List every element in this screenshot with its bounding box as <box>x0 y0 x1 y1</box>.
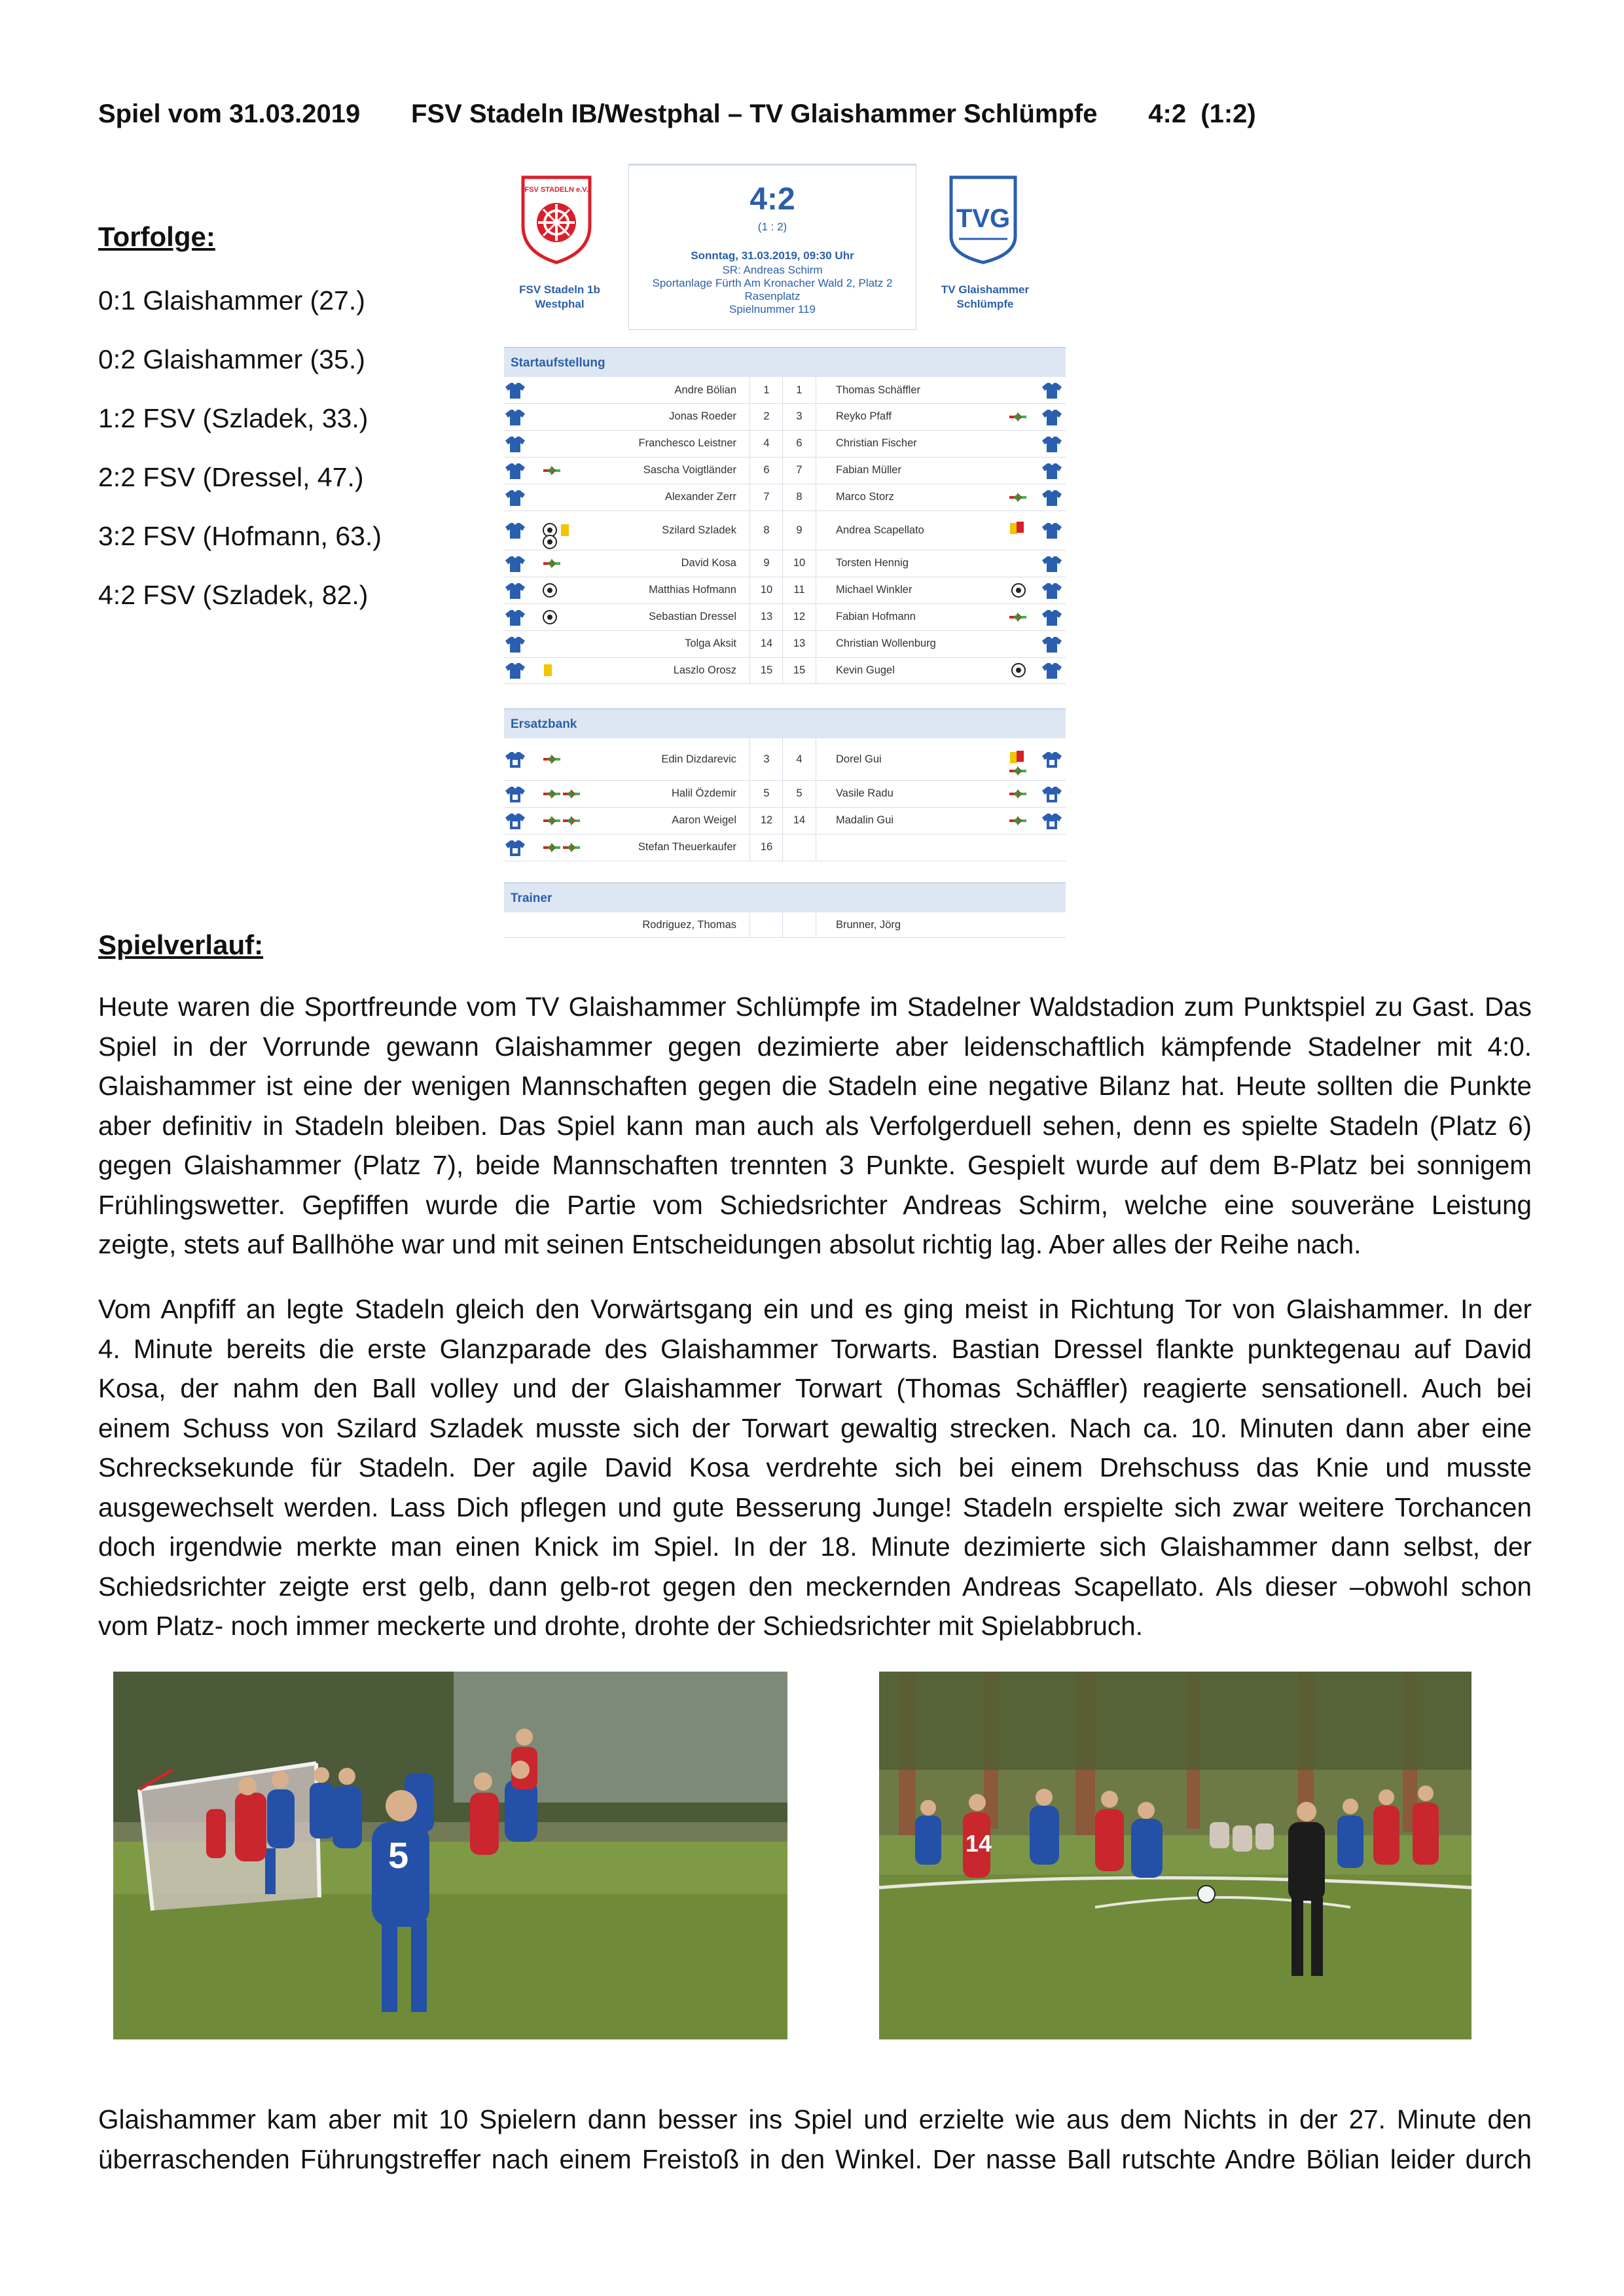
yellow-red-card-icon <box>1009 521 1025 535</box>
tv-glaishammer-crest-icon <box>946 173 1020 265</box>
match-photo-midfield <box>879 1672 1471 2039</box>
away-shirt-number: 6 <box>782 430 816 457</box>
away-player-name: Torsten Hennig <box>836 557 909 569</box>
paragraph-line: vom Platz- noch immer meckerte und drohte, drohte der Schiedsrichter mit Spielabbruch. <box>98 1611 1143 1641</box>
shirt-icon <box>1042 662 1062 679</box>
halftime-score: (1 : 2) <box>757 221 787 233</box>
away-player-name: Christian Fischer <box>836 437 917 449</box>
substitute-shirt-icon <box>1042 812 1062 829</box>
table-row <box>504 738 1066 781</box>
table-row <box>504 780 1066 808</box>
home-shirt-number: 7 <box>749 484 783 511</box>
substitution-icon <box>542 753 562 766</box>
shirt-icon <box>1042 582 1062 599</box>
shirt-icon <box>505 636 525 653</box>
away-player-name: Kevin Gugel <box>836 664 895 676</box>
shirt-icon <box>1042 636 1062 653</box>
shirt-icon <box>1042 555 1062 572</box>
away-shirt-number: 1 <box>782 377 816 403</box>
table-row <box>504 457 1066 484</box>
away-shirt-number: 3 <box>782 403 816 430</box>
yellow-red-card-icon <box>1009 750 1025 764</box>
substitute-shirt-icon <box>505 785 525 802</box>
table-row <box>504 834 1066 861</box>
away-shirt-number: 4 <box>782 738 816 780</box>
table-row <box>504 630 1066 658</box>
home-player-name: Matthias Hofmann <box>649 584 736 596</box>
away-player-name: Marco Storz <box>836 491 894 503</box>
match-date: Sonntag, 31.03.2019, 09:30 Uhr <box>691 249 854 262</box>
table-row <box>504 377 1066 404</box>
paragraph-line: Glaishammer ist eine der wenigen Mannschaften gegen die Stadeln eine negative Bilanz hat. Heute sollten die Punkte <box>98 1071 1532 1101</box>
paragraph-line: Vom Anpfiff an legte Stadeln gleich den Vorwärtsgang ein und es ging meist in Richtung Tor von Glaishammer. In der <box>98 1294 1532 1324</box>
shirt-icon <box>505 582 525 599</box>
substitution-icon <box>1008 764 1028 778</box>
substitute-shirt-icon <box>505 751 525 768</box>
substitution-icon <box>562 841 581 854</box>
home-player-name: Franchesco Leistner <box>638 437 736 449</box>
home-player-name: Jonas Roeder <box>669 410 736 422</box>
table-row <box>504 603 1066 631</box>
home-player-name: Stefan Theuerkaufer <box>638 841 736 853</box>
away-player-name: Christian Wollenburg <box>836 637 936 649</box>
away-shirt-number: 8 <box>782 484 816 511</box>
shirt-icon <box>505 435 525 452</box>
home-shirt-number: 5 <box>749 780 783 807</box>
svg-text:5: 5 <box>388 1835 409 1876</box>
goal-entry: 3:2 FSV (Hofmann, 63.) <box>98 521 382 551</box>
shirt-icon <box>505 609 525 626</box>
home-player-name: Edin Dizdarevic <box>661 753 736 765</box>
paragraph-line: 4. Minute bereits die erste Glanzparade des Glaishammer Torwarts. Bastian Dressel flankte punktegenau auf David <box>98 1333 1532 1364</box>
home-shirt-number: 3 <box>749 738 783 780</box>
substitution-icon <box>1008 410 1028 423</box>
away-shirt-number: 12 <box>782 603 816 630</box>
home-trainer: Rodriguez, Thomas <box>642 919 736 931</box>
table-row <box>504 577 1066 604</box>
paragraph-line: ausgewechselt werden. Lass Dich pflegen und gute Besserung Junge! Stadeln erspielte sich zwar weitere Torchancen <box>98 1492 1532 1522</box>
table-row <box>504 807 1066 834</box>
home-team-name: FSV Stadeln 1b Westphal <box>519 283 600 310</box>
page-title: Spiel vom 31.03.2019 FSV Stadeln IB/Westphal – TV Glaishammer Schlümpfe 4:2 (1:2) <box>98 99 1256 128</box>
venue: Sportanlage Fürth Am Kronacher Wald 2, Platz 2 <box>652 277 893 289</box>
paragraph-line: Schiedsrichter zeigte erst gelb, dann gelb-rot gegen den meckernden Andreas Scapellato. Als dieser –obwohl schon <box>98 1571 1532 1602</box>
table-row <box>504 484 1066 511</box>
shirt-icon <box>505 555 525 572</box>
paragraph-line: Heute waren die Sportfreunde vom TV Glaishammer Schlümpfe im Stadelner Waldstadion zum Punktspiel zu Gast. Das <box>98 992 1532 1022</box>
shirt-icon <box>505 489 525 506</box>
substitute-shirt-icon <box>1042 785 1062 802</box>
home-player-name: Aaron Weigel <box>672 814 736 826</box>
table-row <box>504 550 1066 577</box>
home-shirt-number: 10 <box>749 577 783 603</box>
substitution-icon <box>542 464 562 477</box>
lineup-header: Startaufstellung <box>504 347 1066 377</box>
goal-ball-icon <box>542 534 558 550</box>
shirt-icon <box>505 382 525 399</box>
bench-header: Ersatzbank <box>504 708 1066 738</box>
surface: Rasenplatz <box>744 290 801 302</box>
away-shirt-number: 14 <box>782 807 816 834</box>
trainer-header: Trainer <box>504 882 1066 912</box>
goal-ball-icon <box>542 609 558 625</box>
away-shirt-number: 7 <box>782 457 816 484</box>
paragraph-line: Frühlingswetter. Gepfiffen wurde die Partie vom Schiedsrichter Andreas Schirm, welche eine souveräne Leistung <box>98 1189 1532 1220</box>
yellow-card-icon <box>560 524 569 537</box>
away-shirt-number: 5 <box>782 780 816 807</box>
substitute-shirt-icon <box>1042 751 1062 768</box>
substitution-icon <box>542 841 562 854</box>
paragraph-line: Kosa, der nahm den Ball volley und der Glaishammer Torwart (Thomas Schäffler) reagierte sensationell. Auch bei <box>98 1373 1532 1403</box>
goal-entry: 1:2 FSV (Szladek, 33.) <box>98 403 369 433</box>
shirt-icon <box>1042 522 1062 539</box>
paragraph-line: Spiel in der Vorrunde gewann Glaishammer gegen dezimierte aber leidenschaftlich kämpfende Stadelner mit 4:0. <box>98 1031 1532 1062</box>
away-shirt-number: 10 <box>782 550 816 577</box>
away-shirt-number: 11 <box>782 577 816 603</box>
shirt-icon <box>505 462 525 479</box>
home-player-name: Halil Özdemir <box>671 787 736 799</box>
goal-ball-icon <box>1011 662 1026 678</box>
paragraph-line: zeigte, stets auf Ballhöhe war und mit seinen Entscheidungen absolut richtig lag. Aber alles der Reihe nach. <box>98 1229 1362 1259</box>
shirt-icon <box>1042 382 1062 399</box>
paragraph-1 <box>98 987 1532 1265</box>
goal-entry: 0:2 Glaishammer (35.) <box>98 344 365 374</box>
home-player-name: Szilard Szladek <box>662 524 736 536</box>
home-player-name: Sebastian Dressel <box>649 611 736 622</box>
goal-entry: 0:1 Glaishammer (27.) <box>98 285 365 315</box>
home-player-name: Sascha Voigtländer <box>643 464 736 476</box>
substitute-shirt-icon <box>505 812 525 829</box>
away-player-name: Vasile Radu <box>836 787 893 799</box>
away-shirt-number: 9 <box>782 511 816 550</box>
shirt-icon <box>1042 408 1062 425</box>
home-shirt-number: 8 <box>749 511 783 550</box>
substitution-icon <box>1008 491 1028 504</box>
home-shirt-number: 2 <box>749 403 783 430</box>
match-photo-goalmouth <box>113 1672 787 2039</box>
away-player-name: Andrea Scapellato <box>836 524 924 536</box>
referee: SR: Andreas Schirm <box>722 264 823 276</box>
substitution-icon <box>1008 814 1028 827</box>
away-player-name: Michael Winkler <box>836 584 912 596</box>
paragraph-2 <box>98 1289 1532 1646</box>
goal-entry: 2:2 FSV (Dressel, 47.) <box>98 462 364 492</box>
away-shirt-number <box>782 834 816 861</box>
home-shirt-number: 1 <box>749 377 783 403</box>
shirt-icon <box>1042 609 1062 626</box>
substitute-shirt-icon <box>505 839 525 856</box>
paragraph-3 <box>98 2100 1532 2179</box>
goal-entry: 4:2 FSV (Szladek, 82.) <box>98 580 369 610</box>
paragraph-line: gegen Glaishammer (Platz 7), beide Mannschaften trennten 3 Punkte. Gespielt wurde auf dem B-Platz bei sonnigem <box>98 1150 1532 1180</box>
home-shirt-number: 9 <box>749 550 783 577</box>
shirt-icon <box>505 522 525 539</box>
score-box <box>628 164 916 330</box>
paragraph-line: Schrecksekunde für Stadeln. Der agile David Kosa verdrehte sich bei einem Drehschuss das Knie und musste <box>98 1452 1532 1482</box>
shirt-icon <box>505 662 525 679</box>
paragraph-line: aber definitiv in Stadeln bleiben. Das Spiel kann man auch als Verfolgerduell sehen, denn es spielte Stadeln (Platz 6) <box>98 1110 1532 1141</box>
paragraph-line: überraschenden Führungstreffer nach einem Freistoß in den Winkel. Der nasse Ball rutschte Andre Bölian leider durch <box>98 2144 1532 2174</box>
home-shirt-number: 15 <box>749 657 783 683</box>
home-player-name: Alexander Zerr <box>664 491 736 503</box>
away-player-name: Fabian Hofmann <box>836 611 916 622</box>
fsv-stadeln-crest-icon <box>519 173 594 265</box>
substitution-icon <box>542 787 562 800</box>
yellow-card-icon <box>543 664 552 677</box>
home-shirt-number: 16 <box>749 834 783 861</box>
away-player-name: Reyko Pfaff <box>836 410 892 422</box>
trainer-row <box>504 912 1066 938</box>
substitution-icon <box>1008 611 1028 624</box>
away-player-name: Thomas Schäffler <box>836 384 921 396</box>
away-player-name: Dorel Gui <box>836 753 882 765</box>
match-report-widget <box>504 164 1072 946</box>
paragraph-line: doch irgendwie merkte man einen Knick im Spiel. In der 18. Minute dezimierte sich Glaishammer dann selbst, der <box>98 1532 1532 1562</box>
away-player-name: Madalin Gui <box>836 814 894 826</box>
substitution-icon <box>562 787 581 800</box>
home-shirt-number: 14 <box>749 630 783 657</box>
home-player-name: Laszlo Orosz <box>673 664 736 676</box>
torfolge-heading: Torfolge: <box>98 221 215 252</box>
away-team-name: TV Glaishammer Schlümpfe <box>941 283 1030 310</box>
final-score: 4:2 <box>749 182 795 217</box>
shirt-icon <box>505 408 525 425</box>
away-shirt-number: 15 <box>782 657 816 683</box>
shirt-icon <box>1042 462 1062 479</box>
away-trainer: Brunner, Jörg <box>836 919 901 931</box>
table-row <box>504 511 1066 550</box>
shirt-icon <box>1042 489 1062 506</box>
away-shirt-number: 13 <box>782 630 816 657</box>
table-row <box>504 657 1066 684</box>
home-player-name: Tolga Aksit <box>685 637 736 649</box>
substitution-icon <box>562 814 581 827</box>
match-number: Spielnummer 119 <box>729 303 816 315</box>
home-shirt-number: 12 <box>749 807 783 834</box>
paragraph-line: Glaishammer kam aber mit 10 Spielern dann besser ins Spiel und erzielte wie aus dem Nichts in der 27. Minute den <box>98 2104 1532 2134</box>
paragraph-line: einem Schuss von Szilard Szladek musste sich der Torwart gewaltig strecken. Nach ca. 10. Minuten dann aber eine <box>98 1412 1532 1443</box>
home-player-name: David Kosa <box>681 557 736 569</box>
home-shirt-number: 4 <box>749 430 783 457</box>
home-player-name: Andre Bölian <box>674 384 736 396</box>
spielverlauf-heading: Spielverlauf: <box>98 929 264 960</box>
substitution-icon <box>542 814 562 827</box>
shirt-icon <box>1042 435 1062 452</box>
away-crest-text: TVG <box>956 204 1011 233</box>
table-row <box>504 403 1066 431</box>
substitution-icon <box>542 557 562 570</box>
svg-text:14: 14 <box>965 1830 992 1857</box>
substitution-icon <box>1008 787 1028 800</box>
home-shirt-number: 13 <box>749 603 783 630</box>
home-shirt-number: 6 <box>749 457 783 484</box>
home-crest-text: FSV STADELN e.V. <box>524 186 588 194</box>
goal-ball-icon <box>542 583 558 598</box>
table-row <box>504 430 1066 457</box>
away-player-name: Fabian Müller <box>836 464 901 476</box>
goal-ball-icon <box>1011 583 1026 598</box>
